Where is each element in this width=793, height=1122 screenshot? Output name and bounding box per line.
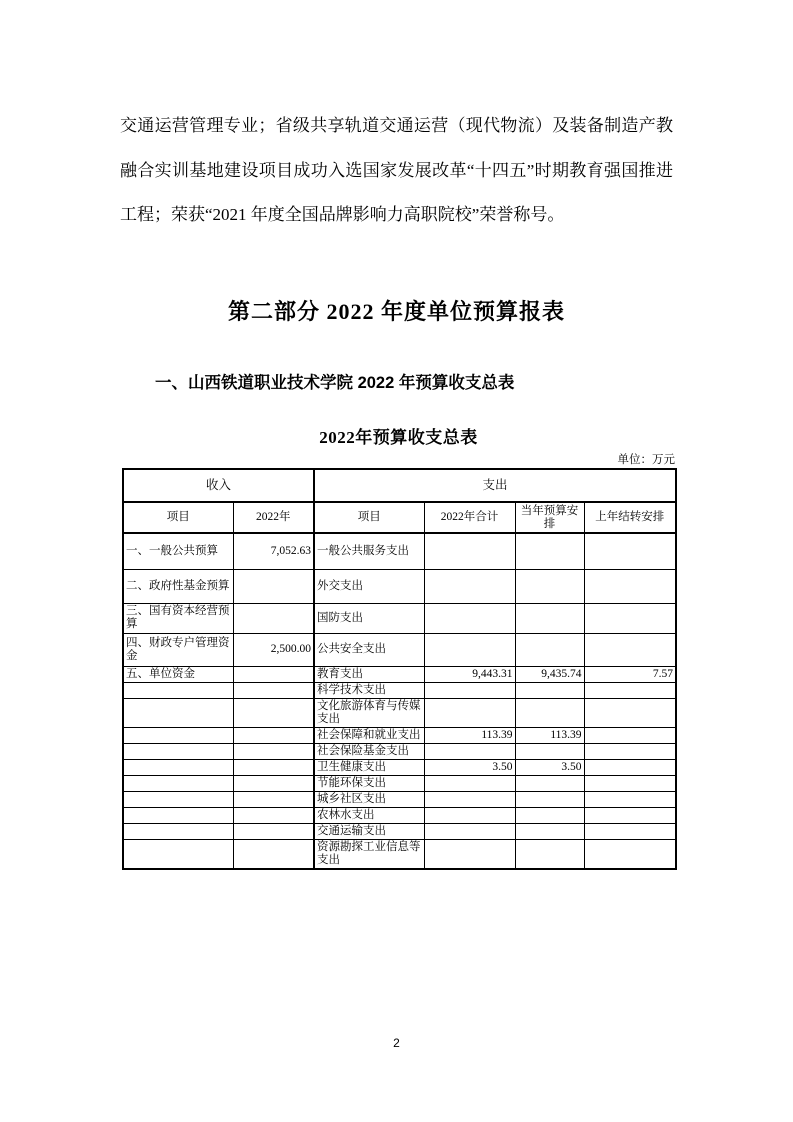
income-2022-cell [233, 603, 314, 633]
expense-current-cell [515, 533, 584, 569]
expense-carryover-cell [584, 569, 676, 603]
income-2022-cell [233, 682, 314, 698]
income-item-cell: 四、财政专户管理资金 [123, 633, 233, 666]
income-2022-cell [233, 743, 314, 759]
table-row [123, 775, 676, 791]
expense-total-cell [424, 791, 515, 807]
table-row [123, 633, 676, 666]
expense-total-cell [424, 807, 515, 823]
section-heading: 一、山西铁道职业技术学院 2022 年预算收支总表 [155, 374, 515, 392]
expense-current-cell [515, 839, 584, 869]
expense-current-cell [515, 682, 584, 698]
col-header-income-2022: 2022年 [233, 502, 314, 533]
income-item-cell [123, 759, 233, 775]
table-row [123, 698, 676, 727]
group-header-row [123, 469, 676, 502]
expense-item-cell: 外交支出 [314, 569, 424, 603]
expense-item-cell: 社会保障和就业支出 [314, 727, 424, 743]
expense-group-header: 支出 [314, 469, 676, 502]
income-item-cell [123, 775, 233, 791]
income-item-cell [123, 727, 233, 743]
income-2022-cell [233, 775, 314, 791]
expense-current-cell: 3.50 [515, 759, 584, 775]
income-2022-cell [233, 823, 314, 839]
expense-total-cell [424, 682, 515, 698]
table-row [123, 682, 676, 698]
income-item-cell [123, 839, 233, 869]
col-header-expense-item: 项目 [314, 502, 424, 533]
expense-total-cell [424, 743, 515, 759]
table-row [123, 743, 676, 759]
table-row [123, 727, 676, 743]
column-header-row [123, 502, 676, 533]
expense-item-cell: 卫生健康支出 [314, 759, 424, 775]
table-row [123, 839, 676, 869]
expense-total-cell [424, 633, 515, 666]
table-row [123, 823, 676, 839]
table-row [123, 533, 676, 569]
expense-carryover-cell [584, 839, 676, 869]
expense-current-cell [515, 807, 584, 823]
income-item-cell: 五、单位资金 [123, 666, 233, 682]
expense-carryover-cell [584, 775, 676, 791]
expense-item-cell: 教育支出 [314, 666, 424, 682]
expense-current-cell: 113.39 [515, 727, 584, 743]
table-row [123, 569, 676, 603]
income-item-cell [123, 791, 233, 807]
expense-carryover-cell [584, 603, 676, 633]
expense-item-cell: 交通运输支出 [314, 823, 424, 839]
expense-item-cell: 公共安全支出 [314, 633, 424, 666]
expense-total-cell [424, 603, 515, 633]
expense-current-cell [515, 569, 584, 603]
expense-current-cell [515, 791, 584, 807]
expense-total-cell: 9,443.31 [424, 666, 515, 682]
income-item-cell [123, 807, 233, 823]
expense-total-cell [424, 533, 515, 569]
expense-total-cell: 3.50 [424, 759, 515, 775]
income-item-cell [123, 698, 233, 727]
expense-carryover-cell [584, 807, 676, 823]
expense-carryover-cell [584, 698, 676, 727]
income-item-cell: 一、一般公共预算 [123, 533, 233, 569]
income-2022-cell: 2,500.00 [233, 633, 314, 666]
expense-item-cell: 社会保险基金支出 [314, 743, 424, 759]
expense-carryover-cell [584, 682, 676, 698]
expense-carryover-cell: 7.57 [584, 666, 676, 682]
col-header-expense-current: 当年预算安排 [515, 502, 584, 533]
expense-item-cell: 农林水支出 [314, 807, 424, 823]
income-group-header: 收入 [123, 469, 314, 502]
expense-current-cell [515, 633, 584, 666]
expense-total-cell [424, 839, 515, 869]
income-2022-cell [233, 807, 314, 823]
expense-current-cell: 9,435.74 [515, 666, 584, 682]
table-row [123, 791, 676, 807]
table-row [123, 603, 676, 633]
col-header-income-item: 项目 [123, 502, 233, 533]
table-row [123, 666, 676, 682]
expense-carryover-cell [584, 759, 676, 775]
expense-total-cell: 113.39 [424, 727, 515, 743]
income-2022-cell [233, 569, 314, 603]
table-row [123, 807, 676, 823]
income-2022-cell: 7,052.63 [233, 533, 314, 569]
income-2022-cell [233, 791, 314, 807]
expense-carryover-cell [584, 533, 676, 569]
expense-item-cell: 城乡社区支出 [314, 791, 424, 807]
expense-current-cell [515, 823, 584, 839]
expense-total-cell [424, 775, 515, 791]
expense-item-cell: 节能环保支出 [314, 775, 424, 791]
income-2022-cell [233, 759, 314, 775]
budget-table-body [123, 533, 676, 869]
income-2022-cell [233, 839, 314, 869]
expense-item-cell: 科学技术支出 [314, 682, 424, 698]
table-row [123, 759, 676, 775]
expense-carryover-cell [584, 633, 676, 666]
expense-carryover-cell [584, 823, 676, 839]
income-2022-cell [233, 698, 314, 727]
col-header-expense-carryover: 上年结转安排 [584, 502, 676, 533]
income-item-cell: 三、国有资本经营预算 [123, 603, 233, 633]
expense-current-cell [515, 743, 584, 759]
income-item-cell [123, 743, 233, 759]
expense-total-cell [424, 823, 515, 839]
expense-item-cell: 一般公共服务支出 [314, 533, 424, 569]
income-item-cell [123, 682, 233, 698]
income-item-cell: 二、政府性基金预算 [123, 569, 233, 603]
budget-table [122, 468, 677, 870]
intro-paragraph: 交通运营管理专业；省级共享轨道交通运营（现代物流）及装备制造产教融合实训基地建设项目成功入选国家发展改革“十四五”时期教育强国推进工程；荣获“2021 年度全国品牌影响力高职院校”荣誉称号。 [120, 116, 673, 224]
expense-carryover-cell [584, 791, 676, 807]
expense-current-cell [515, 775, 584, 791]
income-item-cell [123, 823, 233, 839]
expense-carryover-cell [584, 727, 676, 743]
expense-item-cell: 资源勘探工业信息等支出 [314, 839, 424, 869]
expense-current-cell [515, 698, 584, 727]
chapter-heading: 第二部分 2022 年度单位预算报表 [227, 299, 565, 324]
expense-current-cell [515, 603, 584, 633]
income-2022-cell [233, 727, 314, 743]
col-header-expense-total: 2022年合计 [424, 502, 515, 533]
expense-item-cell: 文化旅游体育与传媒支出 [314, 698, 424, 727]
expense-carryover-cell [584, 743, 676, 759]
unit-label: 单位：万元 [617, 454, 675, 466]
expense-total-cell [424, 569, 515, 603]
table-title: 2022年预算收支总表 [319, 428, 478, 447]
expense-total-cell [424, 698, 515, 727]
expense-item-cell: 国防支出 [314, 603, 424, 633]
income-2022-cell [233, 666, 314, 682]
page-number: 2 [393, 1036, 400, 1050]
